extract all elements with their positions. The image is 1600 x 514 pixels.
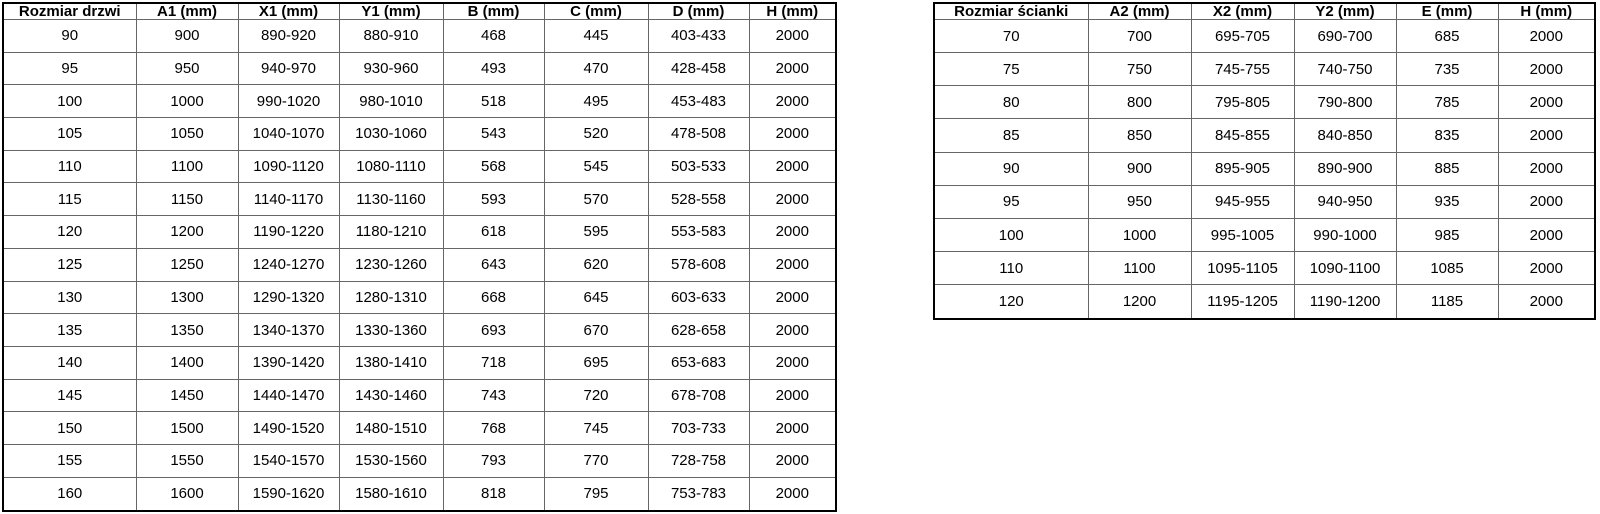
table-cell: 140 — [3, 346, 136, 379]
table-cell: 403-433 — [648, 20, 749, 53]
table-cell: 570 — [544, 183, 648, 216]
table-cell: 990-1020 — [238, 85, 339, 118]
table-cell: 593 — [443, 183, 544, 216]
table-row — [934, 252, 1595, 285]
table-cell: 790-800 — [1294, 86, 1396, 119]
table-cell: 890-920 — [238, 20, 339, 53]
header-cell: E (mm) — [1396, 3, 1498, 20]
header-cell: B (mm) — [443, 3, 544, 20]
table-cell: 785 — [1396, 86, 1498, 119]
table-cell: 1150 — [136, 183, 238, 216]
door-size-table — [2, 2, 837, 512]
table-cell: 880-910 — [339, 20, 443, 53]
table-cell: 720 — [544, 379, 648, 412]
table-cell: 800 — [1088, 86, 1191, 119]
table-row — [3, 85, 836, 118]
table-cell: 950 — [136, 52, 238, 85]
table-cell: 940-950 — [1294, 185, 1396, 218]
table-cell: 1330-1360 — [339, 314, 443, 347]
table-cell: 2000 — [749, 379, 836, 412]
table-cell: 1480-1510 — [339, 412, 443, 445]
table-cell: 945-955 — [1191, 185, 1294, 218]
header-cell: A2 (mm) — [1088, 3, 1191, 20]
table-cell: 728-758 — [648, 444, 749, 477]
table-cell: 105 — [3, 118, 136, 151]
table-cell: 553-583 — [648, 216, 749, 249]
table-row — [3, 346, 836, 379]
table-cell: 1200 — [1088, 285, 1191, 319]
table-cell: 445 — [544, 20, 648, 53]
table-cell: 840-850 — [1294, 119, 1396, 152]
table-row — [3, 281, 836, 314]
table-cell: 2000 — [749, 248, 836, 281]
table-cell: 95 — [3, 52, 136, 85]
header-cell: H (mm) — [1498, 3, 1595, 20]
table-cell: 1280-1310 — [339, 281, 443, 314]
table-cell: 628-658 — [648, 314, 749, 347]
table-cell: 620 — [544, 248, 648, 281]
table-cell: 120 — [934, 285, 1088, 319]
table-row — [3, 477, 836, 511]
table-cell: 110 — [934, 252, 1088, 285]
table-row — [3, 20, 836, 53]
table-cell: 1100 — [136, 150, 238, 183]
table-row — [3, 314, 836, 347]
table-cell: 693 — [443, 314, 544, 347]
table-cell: 643 — [443, 248, 544, 281]
table-row — [3, 52, 836, 85]
table-cell: 695 — [544, 346, 648, 379]
table-cell: 1180-1210 — [339, 216, 443, 249]
table-cell: 1580-1610 — [339, 477, 443, 511]
table-cell: 75 — [934, 53, 1088, 86]
table-cell: 740-750 — [1294, 53, 1396, 86]
table-cell: 110 — [3, 150, 136, 183]
table-cell: 718 — [443, 346, 544, 379]
table-row — [934, 185, 1595, 218]
table-row — [3, 412, 836, 445]
table-cell: 1230-1260 — [339, 248, 443, 281]
table-cell: 1430-1460 — [339, 379, 443, 412]
table-cell: 1185 — [1396, 285, 1498, 319]
table-cell: 100 — [934, 218, 1088, 251]
table-cell: 495 — [544, 85, 648, 118]
header-cell: X2 (mm) — [1191, 3, 1294, 20]
table-cell: 145 — [3, 379, 136, 412]
table-cell: 130 — [3, 281, 136, 314]
table-cell: 468 — [443, 20, 544, 53]
table-cell: 670 — [544, 314, 648, 347]
table-cell: 1090-1120 — [238, 150, 339, 183]
table-cell: 2000 — [749, 20, 836, 53]
table-cell: 678-708 — [648, 379, 749, 412]
table-cell: 2000 — [749, 346, 836, 379]
table-cell: 150 — [3, 412, 136, 445]
table-cell: 695-705 — [1191, 20, 1294, 53]
table-cell: 685 — [1396, 20, 1498, 53]
table-cell: 90 — [3, 20, 136, 53]
table-cell: 155 — [3, 444, 136, 477]
table-cell: 1350 — [136, 314, 238, 347]
table-cell: 1000 — [1088, 218, 1191, 251]
table-row — [3, 379, 836, 412]
table-cell: 2000 — [749, 412, 836, 445]
table-cell: 1095-1105 — [1191, 252, 1294, 285]
header-cell: Rozmiar ścianki — [934, 3, 1088, 20]
table-cell: 1340-1370 — [238, 314, 339, 347]
table-cell: 1040-1070 — [238, 118, 339, 151]
table-cell: 543 — [443, 118, 544, 151]
table-cell: 90 — [934, 152, 1088, 185]
table-cell: 1085 — [1396, 252, 1498, 285]
table-cell: 1090-1100 — [1294, 252, 1396, 285]
table-cell: 453-483 — [648, 85, 749, 118]
table-cell: 603-633 — [648, 281, 749, 314]
table-cell: 770 — [544, 444, 648, 477]
table-cell: 2000 — [1498, 218, 1595, 251]
table-cell: 2000 — [749, 216, 836, 249]
table-cell: 890-900 — [1294, 152, 1396, 185]
table-cell: 115 — [3, 183, 136, 216]
table-cell: 1600 — [136, 477, 238, 511]
table-cell: 850 — [1088, 119, 1191, 152]
table-cell: 1290-1320 — [238, 281, 339, 314]
table-cell: 1190-1200 — [1294, 285, 1396, 319]
table-cell: 990-1000 — [1294, 218, 1396, 251]
table-cell: 520 — [544, 118, 648, 151]
table-cell: 653-683 — [648, 346, 749, 379]
table-cell: 753-783 — [648, 477, 749, 511]
table-cell: 2000 — [1498, 185, 1595, 218]
table-cell: 618 — [443, 216, 544, 249]
table-cell: 1400 — [136, 346, 238, 379]
table-cell: 1200 — [136, 216, 238, 249]
header-row — [3, 3, 836, 20]
table-cell: 818 — [443, 477, 544, 511]
table-cell: 735 — [1396, 53, 1498, 86]
table-cell: 1590-1620 — [238, 477, 339, 511]
table-row — [934, 53, 1595, 86]
table-cell: 795-805 — [1191, 86, 1294, 119]
table-cell: 703-733 — [648, 412, 749, 445]
table-cell: 70 — [934, 20, 1088, 53]
table-cell: 1000 — [136, 85, 238, 118]
table-cell: 930-960 — [339, 52, 443, 85]
table-cell: 160 — [3, 477, 136, 511]
header-cell: Y2 (mm) — [1294, 3, 1396, 20]
header-cell: Rozmiar drzwi — [3, 3, 136, 20]
table-cell: 1490-1520 — [238, 412, 339, 445]
header-cell: D (mm) — [648, 3, 749, 20]
table-cell: 1050 — [136, 118, 238, 151]
table-cell: 1550 — [136, 444, 238, 477]
table-cell: 1390-1420 — [238, 346, 339, 379]
table-cell: 1530-1560 — [339, 444, 443, 477]
table-cell: 2000 — [1498, 53, 1595, 86]
table-row — [3, 216, 836, 249]
table-cell: 885 — [1396, 152, 1498, 185]
table-cell: 700 — [1088, 20, 1191, 53]
table-cell: 1130-1160 — [339, 183, 443, 216]
table-cell: 1450 — [136, 379, 238, 412]
table-cell: 100 — [3, 85, 136, 118]
table-cell: 900 — [1088, 152, 1191, 185]
table-cell: 2000 — [1498, 152, 1595, 185]
table-cell: 940-970 — [238, 52, 339, 85]
table-cell: 568 — [443, 150, 544, 183]
table-cell: 578-608 — [648, 248, 749, 281]
table-row — [934, 119, 1595, 152]
header-cell: X1 (mm) — [238, 3, 339, 20]
table-cell: 428-458 — [648, 52, 749, 85]
table-row — [3, 444, 836, 477]
table-cell: 2000 — [1498, 285, 1595, 319]
table-cell: 95 — [934, 185, 1088, 218]
table-cell: 768 — [443, 412, 544, 445]
table-cell: 1440-1470 — [238, 379, 339, 412]
table-cell: 1190-1220 — [238, 216, 339, 249]
table-cell: 795 — [544, 477, 648, 511]
table-cell: 1300 — [136, 281, 238, 314]
table-cell: 1540-1570 — [238, 444, 339, 477]
table-cell: 2000 — [749, 85, 836, 118]
table-cell: 595 — [544, 216, 648, 249]
table-cell: 935 — [1396, 185, 1498, 218]
table-cell: 2000 — [749, 150, 836, 183]
wall-size-table — [933, 2, 1596, 320]
table-cell: 895-905 — [1191, 152, 1294, 185]
table-cell: 668 — [443, 281, 544, 314]
table-cell: 2000 — [749, 444, 836, 477]
table-row — [3, 118, 836, 151]
table-cell: 2000 — [749, 477, 836, 511]
table-cell: 80 — [934, 86, 1088, 119]
table-cell: 120 — [3, 216, 136, 249]
table-cell: 1030-1060 — [339, 118, 443, 151]
table-cell: 518 — [443, 85, 544, 118]
table-row — [934, 86, 1595, 119]
table-cell: 950 — [1088, 185, 1191, 218]
table-row — [3, 150, 836, 183]
table-cell: 900 — [136, 20, 238, 53]
table-cell: 2000 — [1498, 119, 1595, 152]
header-cell: C (mm) — [544, 3, 648, 20]
table-cell: 125 — [3, 248, 136, 281]
table-cell: 793 — [443, 444, 544, 477]
table-cell: 528-558 — [648, 183, 749, 216]
table-cell: 2000 — [749, 314, 836, 347]
table-row — [934, 218, 1595, 251]
table-cell: 1140-1170 — [238, 183, 339, 216]
table-cell: 1250 — [136, 248, 238, 281]
table-cell: 503-533 — [648, 150, 749, 183]
table-cell: 1195-1205 — [1191, 285, 1294, 319]
table-cell: 493 — [443, 52, 544, 85]
table-cell: 2000 — [749, 183, 836, 216]
table-row — [934, 285, 1595, 319]
table-cell: 1240-1270 — [238, 248, 339, 281]
table-cell: 2000 — [749, 281, 836, 314]
table-cell: 2000 — [1498, 252, 1595, 285]
table-cell: 745-755 — [1191, 53, 1294, 86]
header-cell: H (mm) — [749, 3, 836, 20]
table-row — [934, 152, 1595, 185]
table-cell: 2000 — [749, 52, 836, 85]
table-cell: 835 — [1396, 119, 1498, 152]
header-cell: Y1 (mm) — [339, 3, 443, 20]
table-row — [3, 183, 836, 216]
table-cell: 85 — [934, 119, 1088, 152]
table-cell: 745 — [544, 412, 648, 445]
header-cell: A1 (mm) — [136, 3, 238, 20]
table-cell: 1100 — [1088, 252, 1191, 285]
table-cell: 980-1010 — [339, 85, 443, 118]
table-cell: 645 — [544, 281, 648, 314]
table-cell: 2000 — [1498, 20, 1595, 53]
table-cell: 470 — [544, 52, 648, 85]
table-cell: 1500 — [136, 412, 238, 445]
table-cell: 743 — [443, 379, 544, 412]
table-cell: 545 — [544, 150, 648, 183]
table-cell: 750 — [1088, 53, 1191, 86]
table-cell: 985 — [1396, 218, 1498, 251]
table-cell: 2000 — [749, 118, 836, 151]
table-cell: 2000 — [1498, 86, 1595, 119]
table-cell: 690-700 — [1294, 20, 1396, 53]
table-cell: 995-1005 — [1191, 218, 1294, 251]
table-cell: 478-508 — [648, 118, 749, 151]
table-row — [3, 248, 836, 281]
table-cell: 135 — [3, 314, 136, 347]
header-row — [934, 3, 1595, 20]
table-cell: 1380-1410 — [339, 346, 443, 379]
table-cell: 1080-1110 — [339, 150, 443, 183]
table-cell: 845-855 — [1191, 119, 1294, 152]
table-row — [934, 20, 1595, 53]
